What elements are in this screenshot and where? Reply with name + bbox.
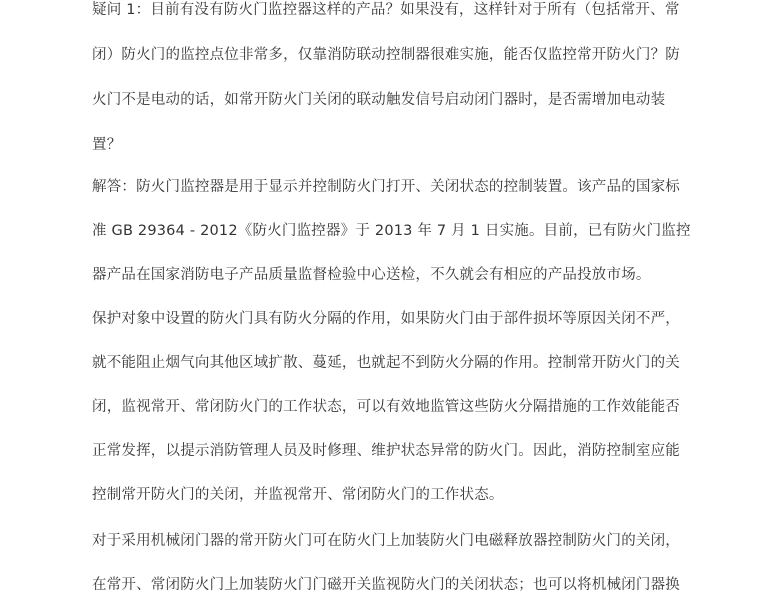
protection-line-5: 控制常开防火门的关闭，并监视常开、常闭防火门的工作状态。 — [92, 487, 504, 503]
mechanical-closer-paragraph — [92, 531, 692, 597]
protection-line-4: 正常发挥，以提示消防管理人员及时修理、维护状态异常的防火门。因此，消防控制室应能 — [92, 443, 680, 459]
mechanical-line-1: 对于采用机械闭门器的常开防火门可在防火门上加装防火门电磁释放器控制防火门的关闭， — [92, 533, 680, 549]
question-line-1: 疑问 1：目前有没有防火门监控器这样的产品？如果没有，这样针对于所有（包括常开、常 — [92, 2, 680, 18]
protection-line-3: 闭，监视常开、常闭防火门的工作状态，可以有效地监管这些防火分隔措施的工作效能能否 — [92, 399, 680, 415]
protection-line-2: 就不能阻止烟气向其他区域扩散、蔓延，也就起不到防火分隔的作用。控制常开防火门的关 — [92, 355, 680, 371]
question-line-2: 闭）防火门的监控点位非常多，仅靠消防联动控制器很难实施，能否仅监控常开防火门？防 — [92, 47, 680, 63]
question-line-4: 置？ — [92, 137, 122, 153]
answer-paragraph — [92, 177, 692, 309]
answer-line-3: 器产品在国家消防电子产品质量监督检验中心送检，不久就会有相应的产品投放市场。 — [92, 267, 651, 283]
protection-paragraph — [92, 309, 692, 529]
question-line-3: 火门不是电动的话，如常开防火门关闭的联动触发信号启动闭门器时，是否需增加电动装 — [92, 92, 666, 108]
mechanical-line-2: 在常开、常闭防火门上加装防火门门磁开关监视防火门的关闭状态；也可以将机械闭门器换 — [92, 577, 680, 593]
protection-line-1: 保护对象中设置的防火门具有防火分隔的作用，如果防火门由于部件损坏等原因关闭不严， — [92, 311, 680, 327]
answer-line-2: 准 GB 29364 - 2012《防火门监控器》于 2013 年 7 月 1 日实施。目前，已有防火门监控 — [92, 223, 691, 239]
answer-line-1: 解答：防火门监控器是用于显示并控制防火门打开、关闭状态的控制装置。该产品的国家标 — [92, 179, 680, 195]
question-paragraph — [92, 0, 692, 180]
